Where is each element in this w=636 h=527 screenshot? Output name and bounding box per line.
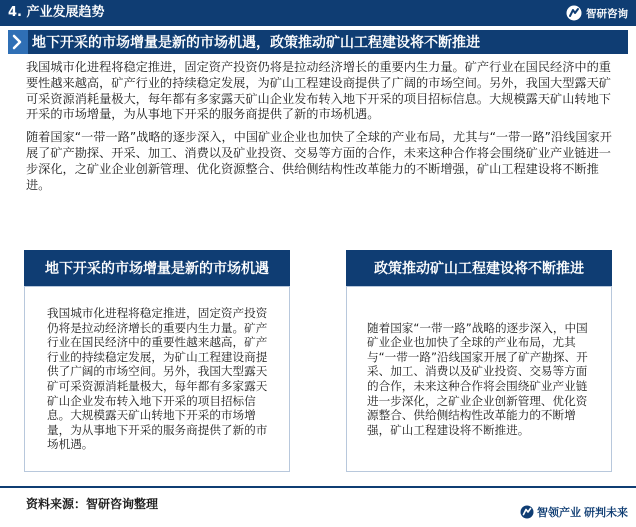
intro-paragraph-2: 随着国家“一带一路”战略的逐步深入，中国矿业企业也加快了全球的产业布局，尤其与“一带一路”沿线国家开展了矿产勘探、开采、加工、消费以及矿业投资、交易等方面的合作，未来这种合作将会围绕矿业产业链进一步深化，之矿业企业创新管理、优化资源整合、供给侧结构性改革能力的不断增强，矿山工程建设将不断推进。	[26, 130, 612, 192]
left-card-body: 我国城市化进程将稳定推进，固定资产投资仍将是拉动经济增长的重要内生力量。矿产行业在国民经济中的重要性越来越高，矿产行业的持续稳定发展，为矿山工程建设商提供了广阔的市场空间。另外，我国大型露天矿可采资源消耗量极大，每年都有多家露天矿山企业发布转入地下开采的项目招标信息。大规模露天矿山转地下开采的市场增量，为从事地下开采的服务商提供了新的市场机遇。	[47, 306, 268, 452]
top-header-bar	[0, 0, 636, 26]
right-card-title: 政策推动矿山工程建设将不断推进	[346, 250, 612, 286]
intro-paragraph-1: 我国城市化进程将稳定推进，固定资产投资仍将是拉动经济增长的重要内生力量。矿产行业在国民经济中的重要性越来越高，矿产行业的持续稳定发展，为矿山工程建设商提供了广阔的市场空间。另外，我国大型露天矿可采资源消耗量极大，每年都有多家露天矿山企业发布转入地下开采的项目招标信息。大规模露天矿山转地下开采的市场增量，为从事地下开采的服务商提供了新的市场机遇。	[26, 60, 611, 122]
zhiyan-logo-icon	[520, 505, 534, 519]
zhiyan-logo-icon	[566, 5, 582, 21]
intro-section	[26, 60, 616, 200]
slogan-part-2: 研判未来	[584, 506, 628, 519]
right-card-body: 随着国家“一带一路”战略的逐步深入，中国矿业企业也加快了全球的产业布局，尤其与“一带一路”沿线国家开展了矿产勘探、开采、加工、消费以及矿业投资、交易等方面的合作，未来这种合作将会围绕矿业产业链进一步深化，之矿业企业创新管理、优化资源整合、供给侧结构性改革能力的不断增强，矿山工程建设将不断推进。	[367, 320, 588, 437]
slogan-part-1: 智领产业	[537, 506, 581, 519]
footer-divider	[0, 486, 636, 488]
source-note: 资料来源：智研咨询整理	[26, 497, 159, 511]
headline-text: 地下开采的市场增量是新的市场机遇，政策推动矿山工程建设将不断推进	[32, 35, 480, 51]
left-card	[24, 286, 290, 472]
headline-banner	[8, 30, 628, 54]
right-card	[346, 286, 612, 472]
left-card-title: 地下开采的市场增量是新的市场机遇	[24, 250, 290, 286]
chevron-marker-icon	[8, 30, 28, 54]
brand-block	[566, 4, 628, 22]
footer-slogan	[520, 504, 628, 520]
section-title: 4. 产业发展趋势	[8, 5, 105, 20]
brand-name: 智研咨询	[586, 7, 628, 20]
